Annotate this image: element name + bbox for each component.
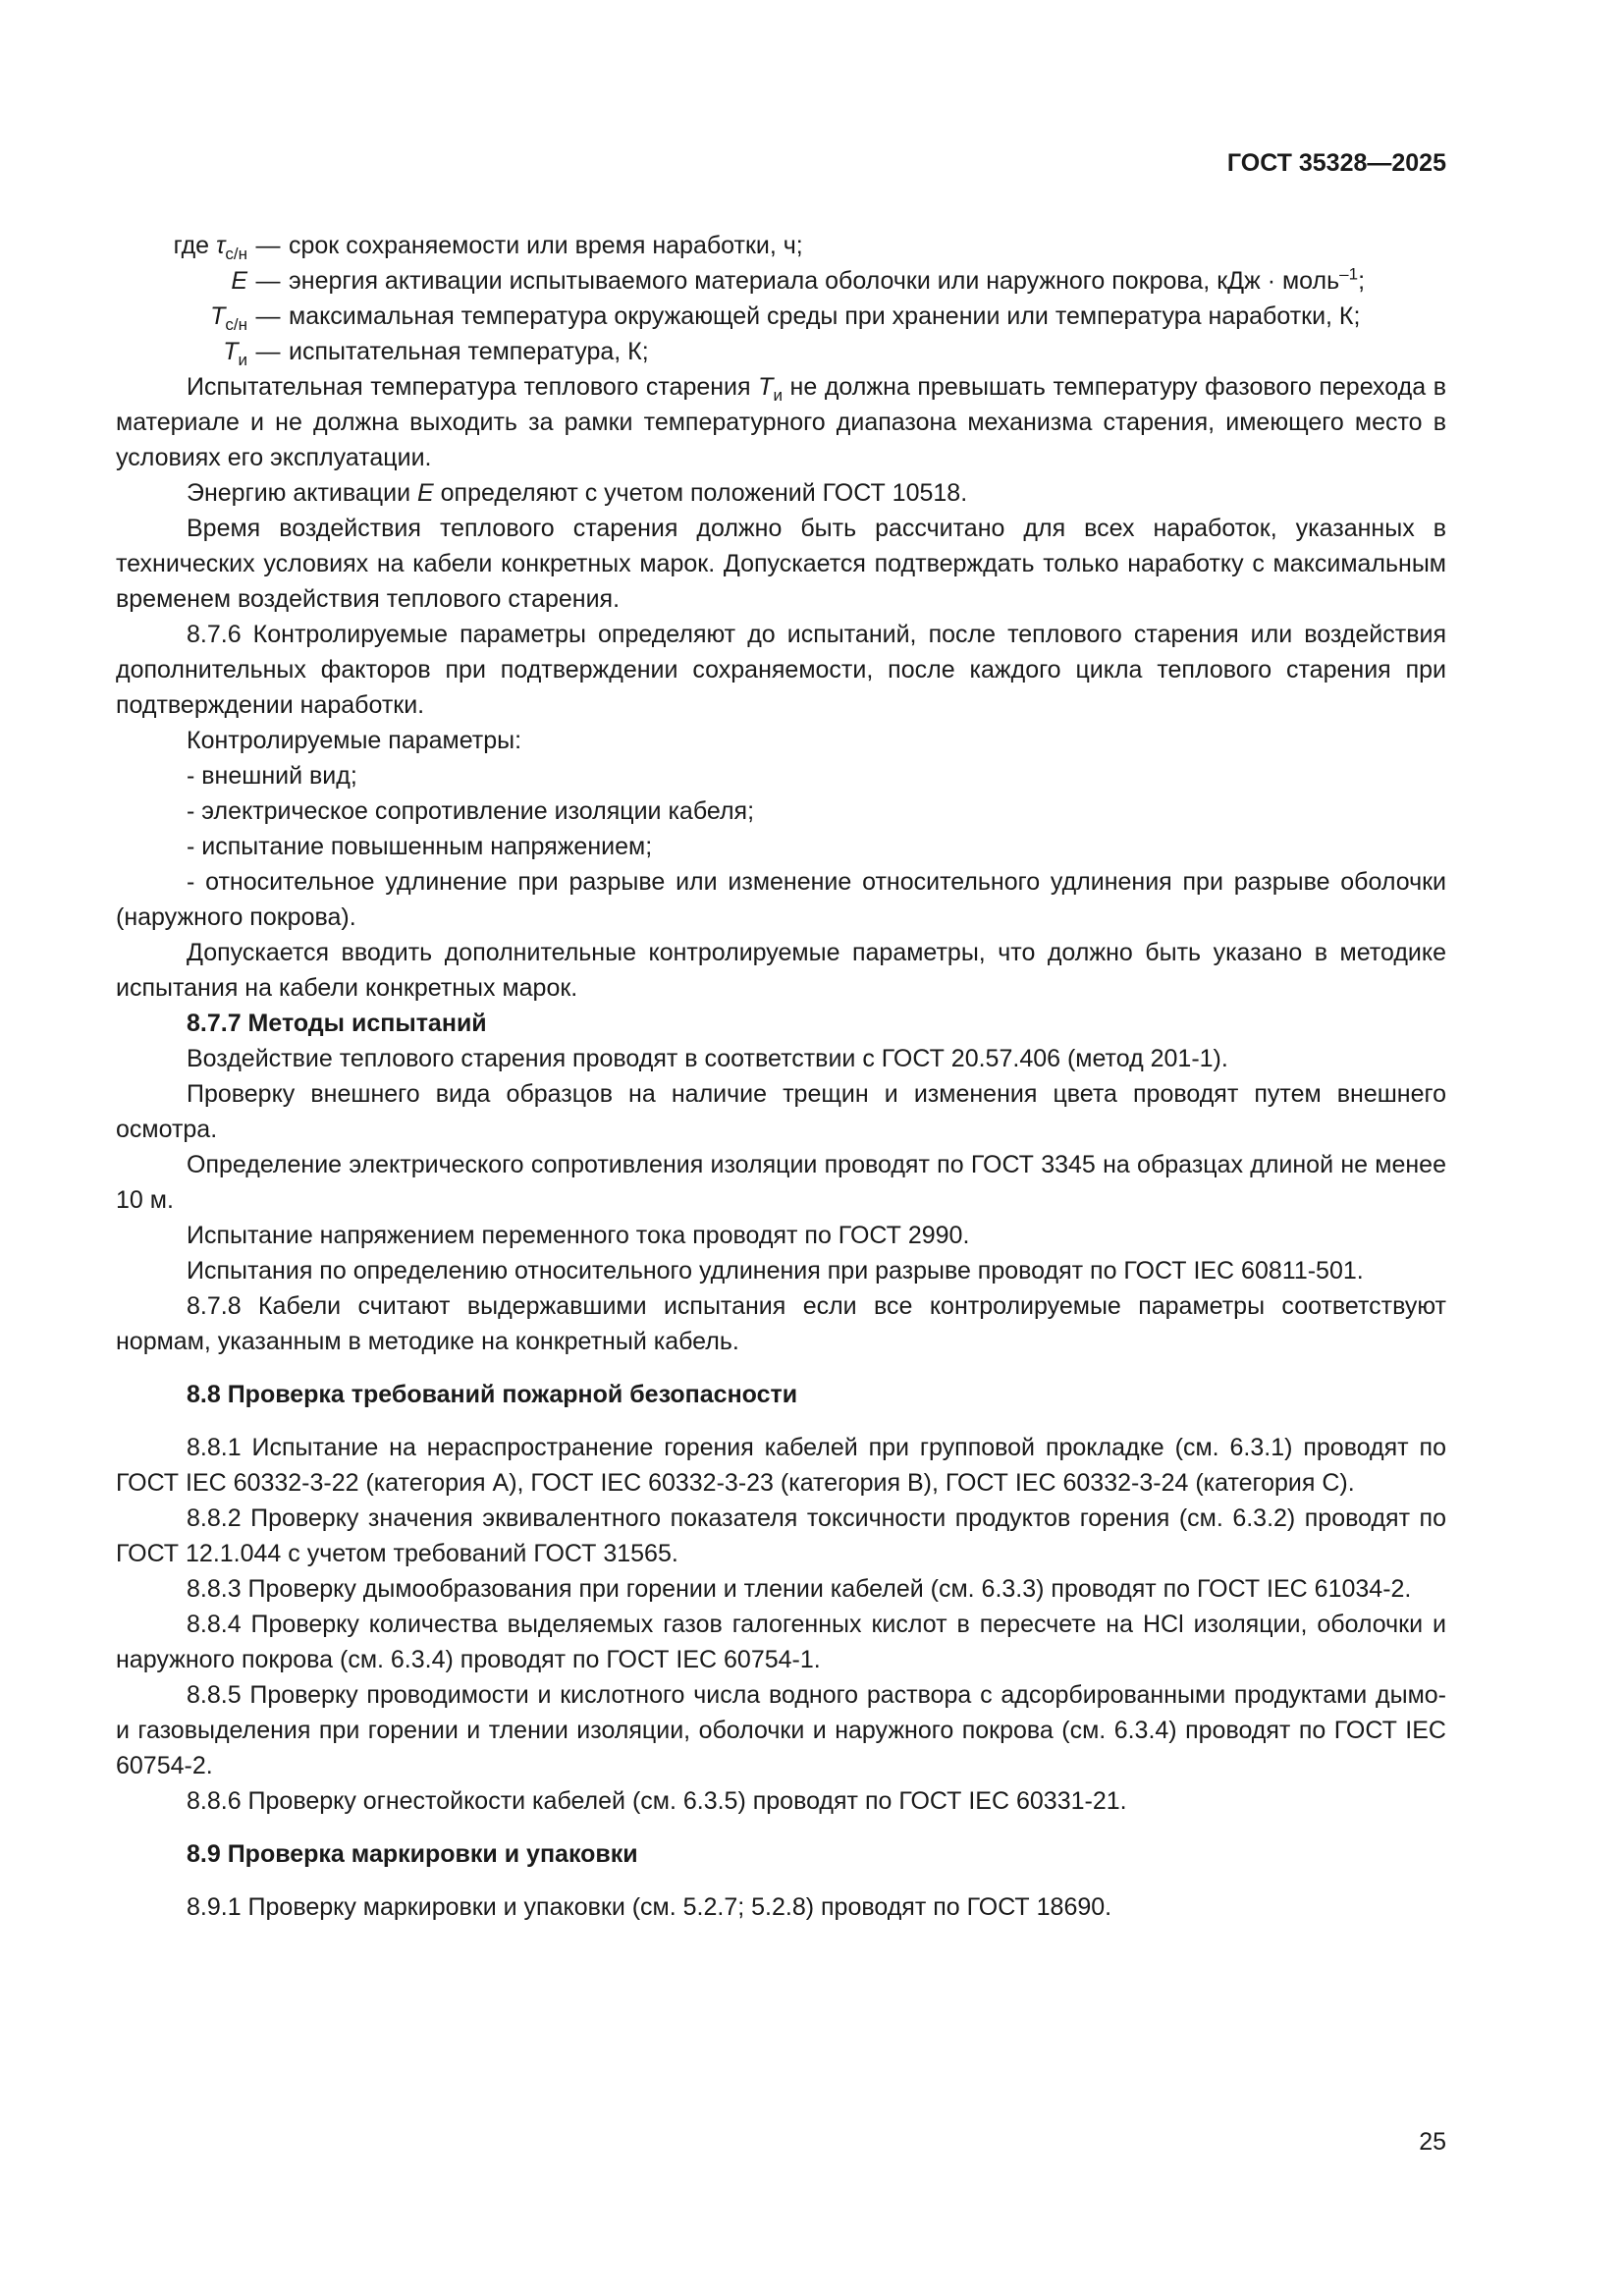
definition-text: срок сохраняемости или время наработки, ч; <box>289 232 803 259</box>
paragraph-8-8-3: 8.8.3 Проверку дымообразования при горении и тлении кабелей (см. 6.3.3) проводят по ГОСТ IEC 61034-2. <box>187 1575 1412 1603</box>
paragraph: Энергию активации E определяют с учетом положений ГОСТ 10518. <box>187 479 968 507</box>
paragraph: Контролируемые параметры: <box>187 727 522 754</box>
paragraph-8-8-2: 8.8.2 Проверку значения эквивалентного показателя токсичности продуктов горения (см. 6.3.2) проводят по ГОСТ 12.1.044 с учетом требований ГОСТ 31565. <box>116 1504 1446 1567</box>
symbol-t: T <box>223 338 239 365</box>
definition-text: максимальная температура окружающей среды при хранении или температура наработки, К; <box>289 302 1361 330</box>
definition-tau: где $\tau_{с/н}$ — срок сохраняемости или время наработки, ч; <box>116 228 1446 263</box>
paragraph: Испытательная температура теплового старения $T_и$ не должна превышать температуру фазового перехода в материале и не должна выходить за рамки температурного диапазона механизма старения, имеющего место в условиях его эксплуатации. <box>116 373 1446 471</box>
definition-ti: $T_и$ — испытательная температура, К; <box>116 334 1446 369</box>
definition-text: энергия активации испытываемого материала оболочки или наружного покрова, кДж · моль$^{-1}$; <box>289 264 1366 295</box>
definition-e: E — энергия активации испытываемого материала оболочки или наружного покрова, кДж · моль$^{-1}$; <box>116 263 1446 299</box>
paragraph: Допускается вводить дополнительные контролируемые параметры, что должно быть указано в методике испытания на кабели конкретных марок. <box>116 939 1446 1002</box>
paragraph-8-7-6: 8.7.6 Контролируемые параметры определяют до испытаний, после теплового старения или воздействия дополнительных факторов при подтверждении сохраняемости, после каждого цикла теплового старения при подтверждении наработки. <box>116 621 1446 719</box>
paragraph: Воздействие теплового старения проводят в соответствии с ГОСТ 20.57.406 (метод 201-1). <box>187 1045 1228 1072</box>
section-heading-8-8: 8.8 Проверка требований пожарной безопасности <box>187 1381 798 1408</box>
document-header: ГОСТ 35328—2025 <box>1226 149 1446 177</box>
paragraph-8-9-1: 8.9.1 Проверку маркировки и упаковки (см. 5.2.7; 5.2.8) проводят по ГОСТ 18690. <box>187 1893 1112 1921</box>
symbol-t: T <box>210 302 226 330</box>
definition-tsn: $T_{с/н}$ — максимальная температура окружающей среды при хранении или температура наработки, К; <box>116 299 1446 334</box>
paragraph-8-8-6: 8.8.6 Проверку огнестойкости кабелей (см. 6.3.5) проводят по ГОСТ IEC 60331-21. <box>187 1787 1127 1815</box>
page-number: 25 <box>1419 2128 1446 2156</box>
document-body <box>116 228 1446 1925</box>
list-item: - внешний вид; <box>187 762 357 790</box>
paragraph: Испытания по определению относительного удлинения при разрыве проводят по ГОСТ IEC 60811-501. <box>187 1257 1364 1285</box>
paragraph: Проверку внешнего вида образцов на наличие трещин и изменения цвета проводят путем внешнего осмотра. <box>116 1080 1446 1143</box>
paragraph-8-8-4: 8.8.4 Проверку количества выделяемых газов галогенных кислот в пересчете на HCl изоляции, оболочки и наружного покрова (см. 6.3.4) проводят по ГОСТ IEC 60754-1. <box>116 1611 1446 1673</box>
paragraph: Время воздействия теплового старения должно быть рассчитано для всех наработок, указанных в технических условиях на кабели конкретных марок. Допускается подтверждать только наработку с максимальным временем воздействия теплового старения. <box>116 515 1446 613</box>
symbol-e: E <box>231 267 247 295</box>
subsection-heading-8-7-7: 8.7.7 Методы испытаний <box>187 1010 487 1037</box>
list-item: - испытание повышенным напряжением; <box>187 833 653 860</box>
section-heading-8-9: 8.9 Проверка маркировки и упаковки <box>187 1840 638 1868</box>
paragraph-8-7-8: 8.7.8 Кабели считают выдержавшими испытания если все контролируемые параметры соответствуют нормам, указанным в методике на конкретный кабель. <box>116 1292 1446 1355</box>
paragraph-8-8-5: 8.8.5 Проверку проводимости и кислотного числа водного раствора с адсорбированными продуктами дымо- и газовыделения при горении и тлении изоляции, оболочки и наружного покрова (см. 6.3.4) проводят по ГОСТ IEC 60754-2. <box>116 1681 1446 1779</box>
paragraph: Испытание напряжением переменного тока проводят по ГОСТ 2990. <box>187 1222 970 1249</box>
paragraph-8-8-1: 8.8.1 Испытание на нераспространение горения кабелей при групповой прокладке (см. 6.3.1) проводят по ГОСТ IEC 60332-3-22 (категория А), ГОСТ IEC 60332-3-23 (категория В), ГОСТ IEC 60332-3-24 (категория С). <box>116 1434 1446 1497</box>
list-item: - электрическое сопротивление изоляции кабеля; <box>187 797 755 825</box>
paragraph: Определение электрического сопротивления изоляции проводят по ГОСТ 3345 на образцах длиной не менее 10 м. <box>116 1151 1446 1214</box>
definition-text: испытательная температура, К; <box>289 338 649 365</box>
symbol-tau: τ <box>216 232 226 259</box>
list-item: - относительное удлинение при разрыве или изменение относительного удлинения при разрыве оболочки (наружного покрова). <box>116 868 1446 931</box>
